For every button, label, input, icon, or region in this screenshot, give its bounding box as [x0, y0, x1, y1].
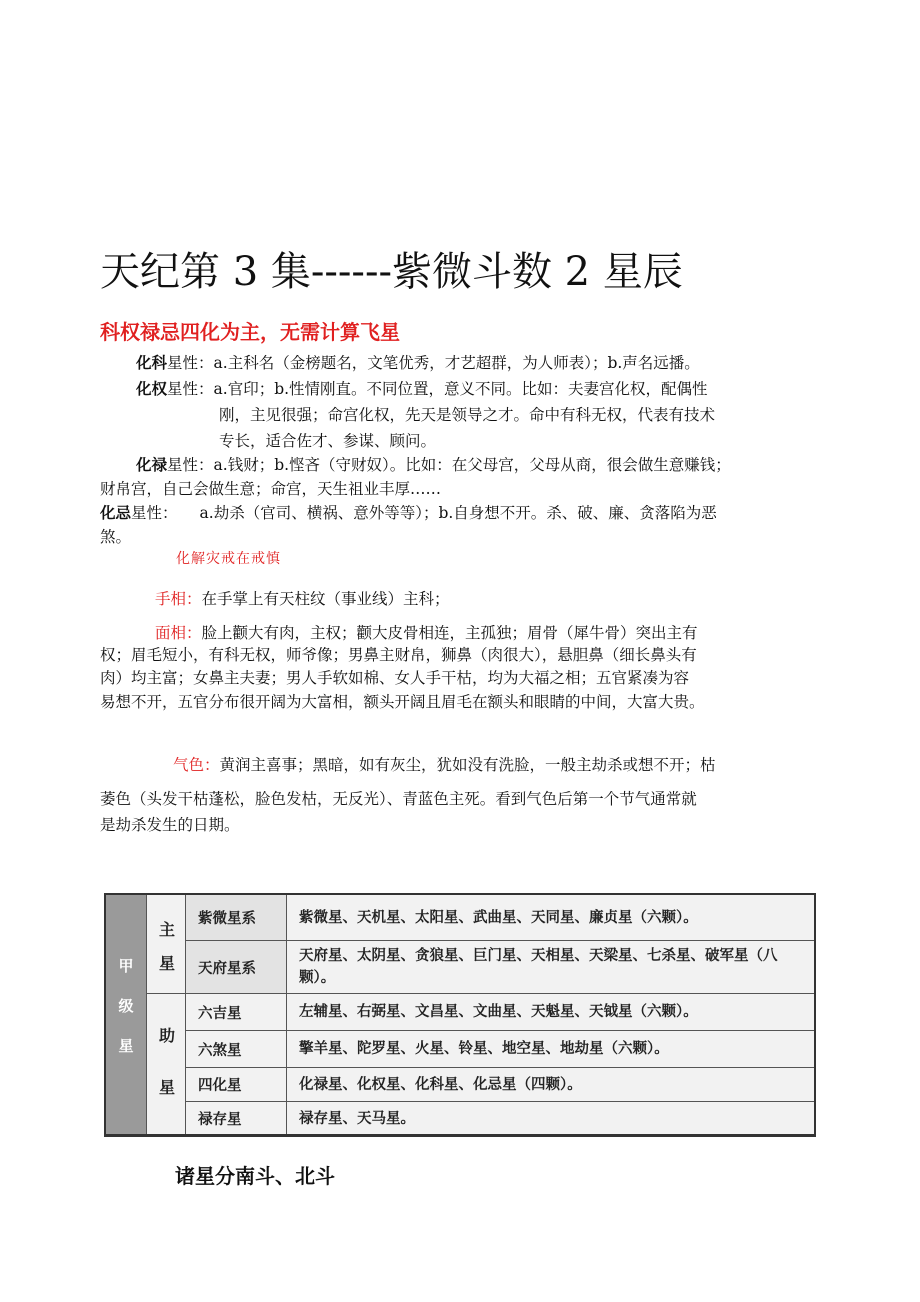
mianxiang-line2: 权；眉毛短小，有科无权，师爷像；男鼻主财帛，狮鼻（肉很大），悬胆鼻（细长鼻头有 — [100, 646, 697, 664]
huaji-keyword: 化忌 — [100, 504, 132, 522]
group-zhu-char-1: 主 — [158, 920, 175, 939]
table-cat-lucun: 禄存星 — [198, 1112, 242, 1128]
group-zhu2-char-2: 星 — [158, 1078, 175, 1097]
table-divider — [186, 1067, 814, 1068]
huaquan-line2: 刚，主见很强；命宫化权，先天是领导之才。命中有科无权，代表有技术 — [219, 406, 716, 424]
col0-char-1: 甲 — [118, 957, 134, 975]
huake-keyword: 化科 — [136, 354, 168, 372]
huaji-text: a.劫杀（官司、横祸、意外等等）；b.自身想不开。杀、破、廉、贪落陷为恶 — [199, 504, 717, 522]
col0-char-3: 星 — [118, 1037, 134, 1055]
qise-line2: 萎色（头发干枯蓬松，脸色发枯，无反光）、青蓝色主死。看到气色后第一个节气通常就 — [100, 790, 697, 808]
huaquan-text: a.官印；b.性情刚直。不同位置，意义不同。比如：夫妻宫化权，配偶性 — [213, 380, 708, 398]
shouxiang-paragraph — [155, 586, 450, 612]
table-divider — [146, 993, 814, 994]
huake-paragraph — [136, 350, 700, 376]
mianxiang-label: 面相： — [155, 624, 202, 642]
table-cat-tianfu: 天府星系 — [186, 941, 286, 993]
table-cat-liuji: 六吉星 — [198, 1005, 242, 1022]
huaji-label: 星性： — [131, 504, 178, 522]
shouxiang-text: 在手掌上有天柱纹（事业线）主科； — [201, 590, 450, 608]
table-divider — [186, 940, 814, 941]
table-divider — [185, 895, 186, 1134]
subtitle: 科权禄忌四化为主，无需计算飞星 — [100, 320, 400, 344]
group-zhu-char-2: 星 — [158, 954, 175, 973]
qise-label: 气色： — [173, 756, 220, 774]
table-desc-sihua: 化禄星、化权星、化科星、化忌星（四颗）。 — [299, 1076, 582, 1093]
table-divider — [186, 1030, 814, 1031]
huaquan-keyword: 化权 — [136, 380, 168, 398]
table-divider — [186, 1101, 814, 1102]
huake-text: a.主科名（金榜题名，文笔优秀，才艺超群，为人师表）；b.声名远播。 — [213, 354, 700, 372]
hualu-line2: 财帛宫，自己会做生意；命宫，天生祖业丰厚…… — [100, 480, 442, 498]
mianxiang-line3: 肉）均主富；女鼻主夫妻；男人手软如棉、女人手干枯，均为大福之相；五官紧凑为容 — [100, 669, 690, 687]
shouxiang-label: 手相： — [155, 590, 202, 608]
mianxiang-text: 脸上颧大有肉，主权；颧大皮骨相连，主孤独；眉骨（犀牛骨）突出主有 — [201, 624, 698, 642]
group-zhu2-char-1: 助 — [158, 1026, 175, 1045]
huaquan-label: 星性： — [167, 380, 214, 398]
note-text: 化解灾戒在戒慎 — [176, 551, 281, 567]
hualu-paragraph — [136, 452, 731, 478]
footer-heading: 诸星分南斗、北斗 — [175, 1164, 335, 1188]
page-title: 天纪第 3 集------紫微斗数 2 星辰 — [100, 249, 683, 295]
hualu-keyword: 化禄 — [136, 456, 168, 474]
table-desc-liuji: 左辅星、右弼星、文昌星、文曲星、天魁星、天钺星（六颗）。 — [299, 1004, 698, 1020]
table-desc-lucun: 禄存星、天马星。 — [299, 1110, 415, 1127]
table-cat-sihua: 四化星 — [198, 1078, 242, 1094]
table-desc-liusha: 擎羊星、陀罗星、火星、铃星、地空星、地劫星（六颗）。 — [299, 1041, 669, 1057]
star-table — [104, 893, 816, 1137]
qise-line3: 是劫杀发生的日期。 — [100, 816, 240, 834]
hualu-label: 星性： — [167, 456, 214, 474]
hualu-text: a.钱财；b.悭吝（守财奴）。比如：在父母宫，父母从商，很会做生意赚钱； — [213, 456, 731, 474]
huaquan-line3: 专长，适合佐才、参谋、顾问。 — [219, 432, 437, 450]
table-divider — [146, 895, 147, 1134]
table-cat-liusha: 六煞星 — [198, 1042, 242, 1059]
huaquan-paragraph — [136, 376, 708, 402]
col0-char-2: 级 — [118, 997, 134, 1015]
table-desc-tianfu: 天府星、太阴星、贪狼星、巨门星、天相星、天梁星、七杀星、破军星（八颗）。 — [299, 948, 778, 986]
table-divider — [286, 895, 287, 1134]
qise-text: 黄润主喜事；黑暗，如有灰尘，犹如没有洗脸，一般主劫杀或想不开；枯 — [219, 756, 716, 774]
table-desc-ziwei: 紫微星、天机星、太阳星、武曲星、天同星、廉贞星（六颗）。 — [299, 909, 698, 926]
table-cat-ziwei: 紫微星系 — [186, 895, 286, 940]
huaji-line2: 煞。 — [100, 528, 132, 546]
huake-label: 星性： — [167, 354, 214, 372]
huaji-paragraph — [100, 500, 717, 526]
qise-paragraph — [173, 752, 716, 778]
mianxiang-line4: 易想不开，五官分布很开阔为大富相，额头开阔且眉毛在额头和眼睛的中间，大富大贵。 — [100, 693, 705, 711]
table-category-column — [106, 895, 146, 1134]
